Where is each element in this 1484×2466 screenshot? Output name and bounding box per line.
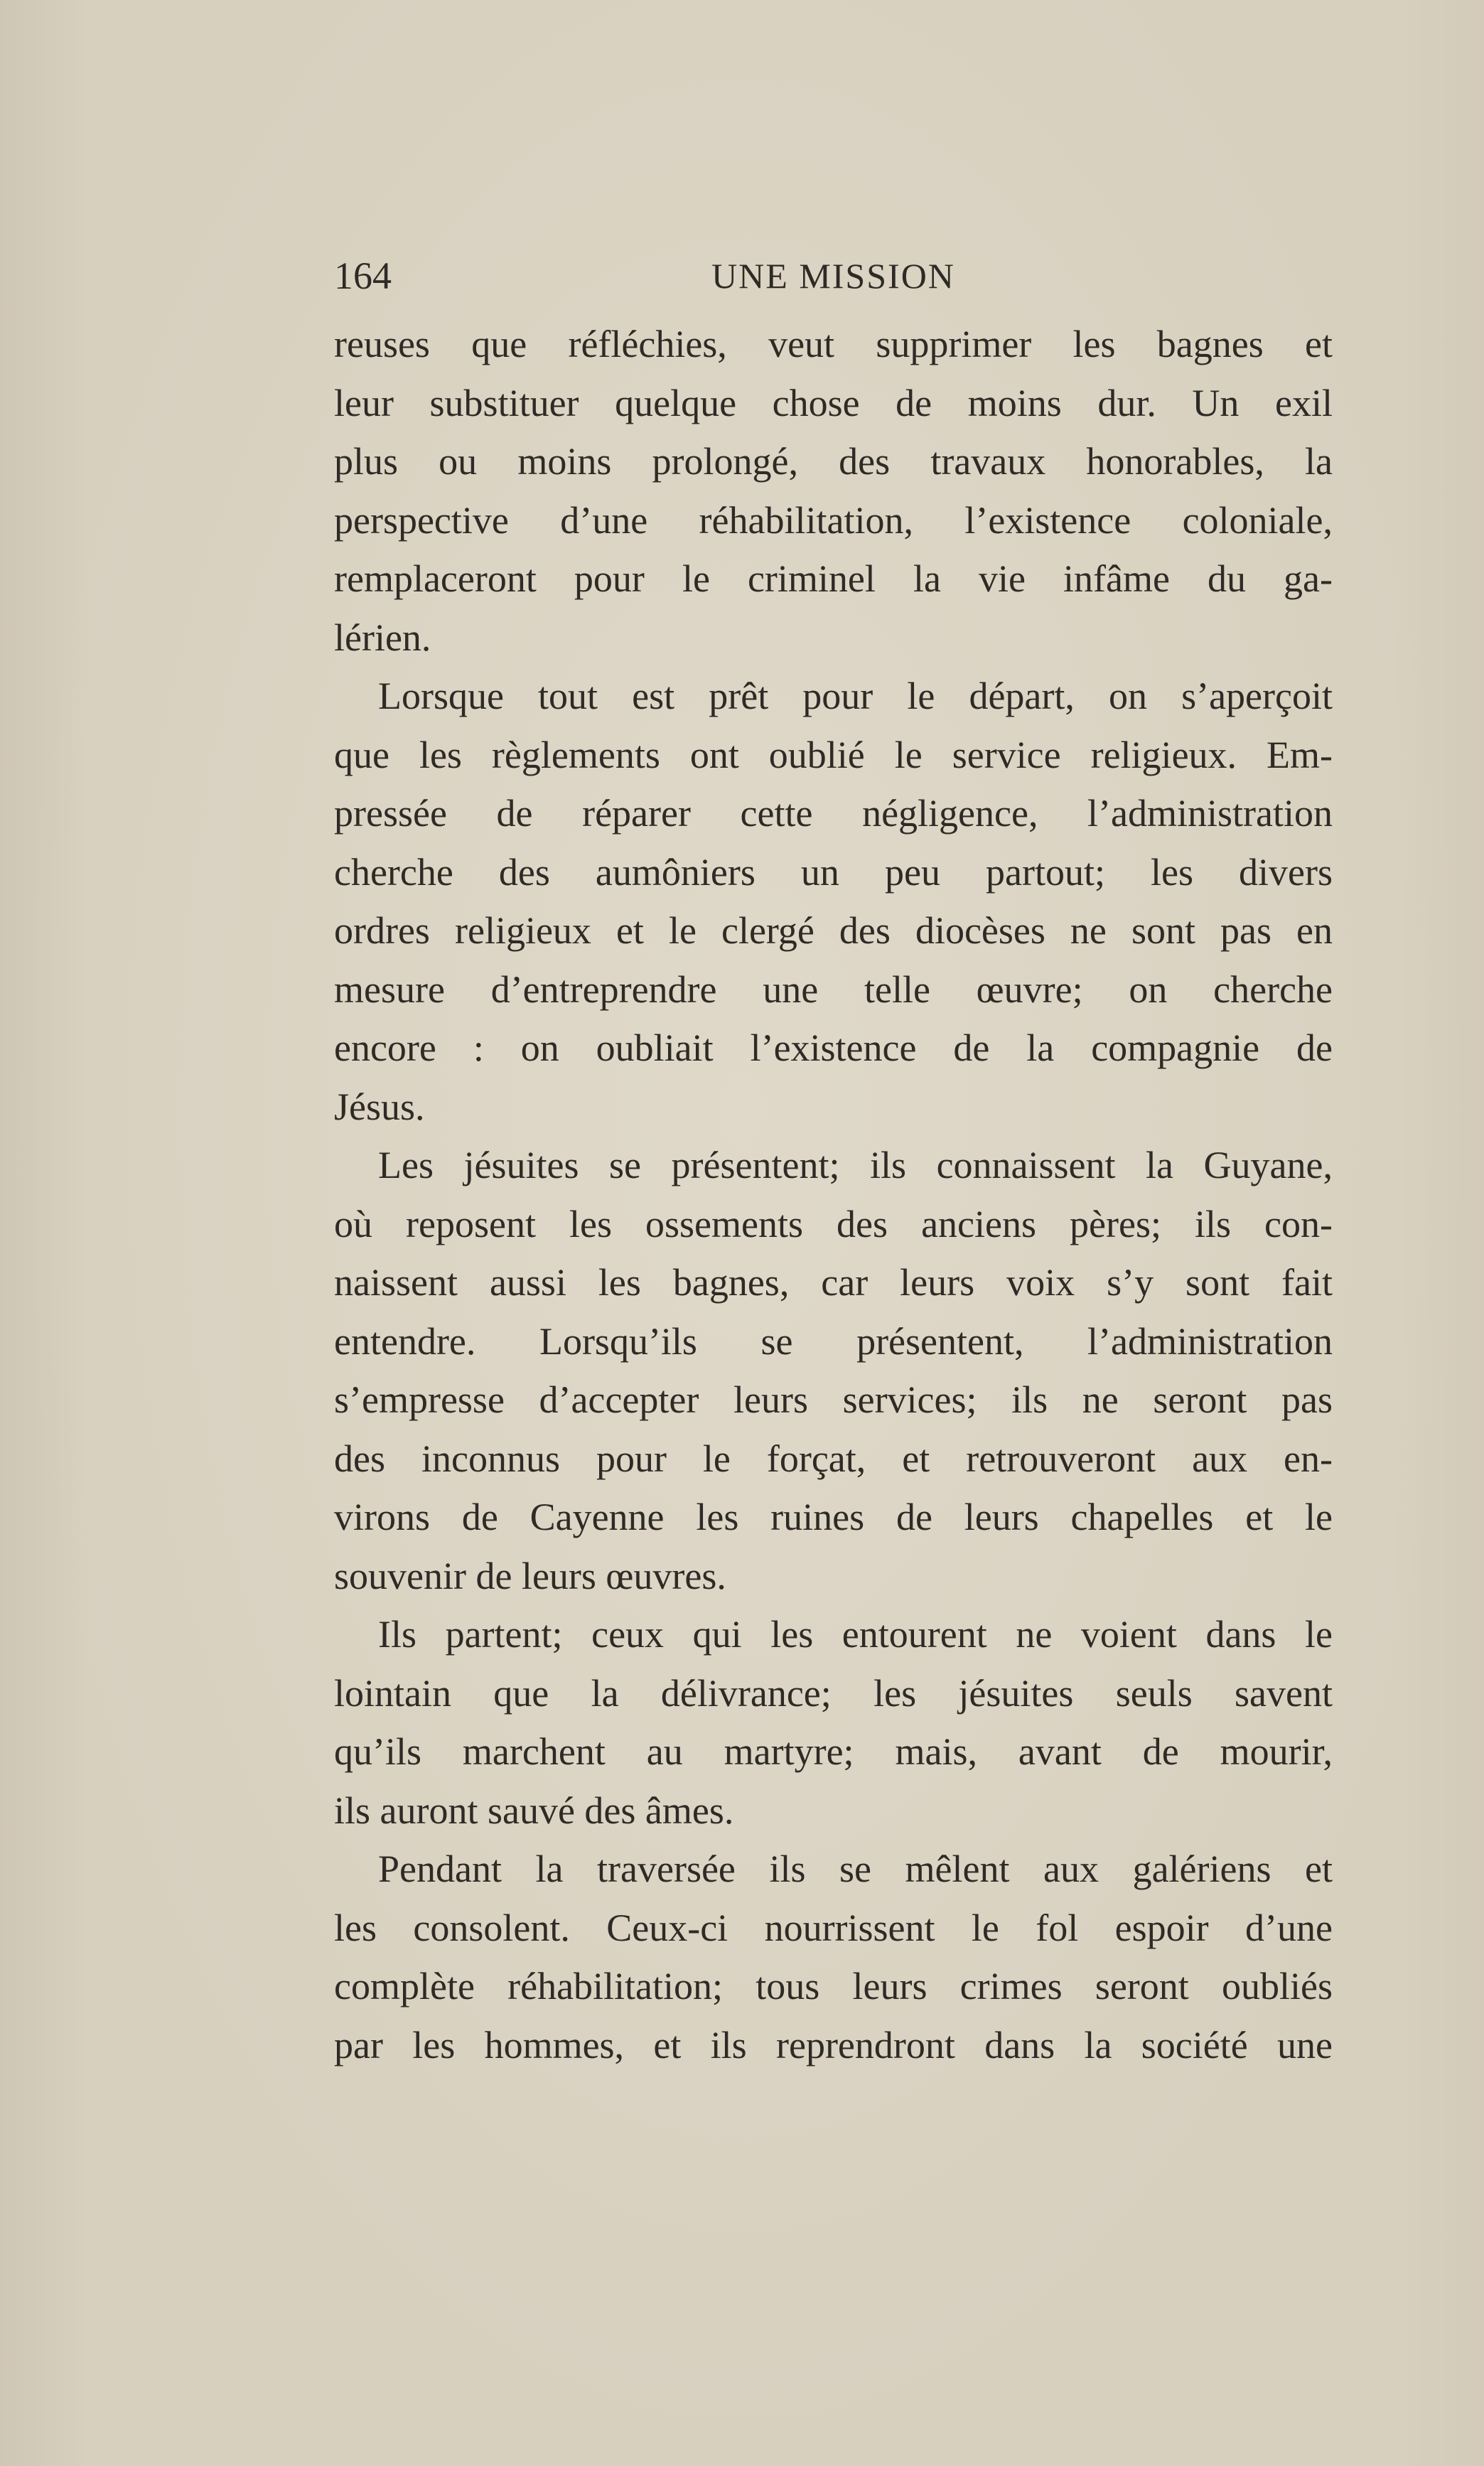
paragraph-4 xyxy=(334,1605,1333,1840)
text-line: complète réhabilitation; tous leurs crimes seront oubliés xyxy=(334,1965,1333,2007)
text-line: leur substituer quelque chose de moins dur. Un exil xyxy=(334,381,1333,424)
text-line: naissent aussi les bagnes, car leurs voix s’y sont fait xyxy=(334,1261,1333,1304)
body-text xyxy=(334,315,1333,2074)
text-line: s’empresse d’accepter leurs services; ils ne seront pas xyxy=(334,1378,1333,1421)
text-line: remplaceront pour le criminel la vie infâme du ga- xyxy=(334,557,1333,600)
text-line: lointain que la délivrance; les jésuites seuls savent xyxy=(334,1671,1333,1715)
paragraph-1 xyxy=(334,315,1333,667)
text-line: des inconnus pour le forçat, et retrouveront aux en- xyxy=(334,1437,1333,1480)
text-line: encore : on oubliait l’existence de la compagnie de xyxy=(334,1026,1333,1069)
text-line: que les règlements ont oublié le service religieux. Em- xyxy=(334,733,1333,776)
page-header xyxy=(334,251,1333,301)
text-line: lérien. xyxy=(334,616,431,659)
text-line: mesure d’entreprendre une telle œuvre; on cherche xyxy=(334,967,1333,1011)
text-line: cherche des aumôniers un peu partout; les divers xyxy=(334,850,1333,894)
text-line: les consolent. Ceux-ci nourrissent le fol espoir d’une xyxy=(334,1906,1333,1949)
text-line: Les jésuites se présentent; ils connaissent la Guyane, xyxy=(378,1144,1333,1186)
paragraph-3 xyxy=(334,1136,1333,1605)
text-line: virons de Cayenne les ruines de leurs chapelles et le xyxy=(334,1496,1333,1538)
text-line: par les hommes, et ils reprendront dans la société une xyxy=(334,2023,1333,2066)
text-line: souvenir de leurs œuvres. xyxy=(334,1554,726,1597)
text-line: où reposent les ossements des anciens pères; ils con- xyxy=(334,1202,1333,1245)
paragraph-2 xyxy=(334,667,1333,1136)
text-line: Jésus. xyxy=(334,1085,425,1128)
text-line: pressée de réparer cette négligence, l’administration xyxy=(334,792,1333,835)
text-line: ordres religieux et le clergé des diocèses ne sont pas en xyxy=(334,909,1333,952)
text-line: perspective d’une réhabilitation, l’existence coloniale, xyxy=(334,498,1333,542)
running-title: UNE MISSION xyxy=(711,256,955,296)
text-line: ils auront sauvé des âmes. xyxy=(334,1789,734,1832)
text-line: plus ou moins prolongé, des travaux honorables, la xyxy=(334,440,1333,483)
page-number: 164 xyxy=(334,254,392,297)
text-line: entendre. Lorsqu’ils se présentent, l’administration xyxy=(334,1319,1333,1363)
text-line: reuses que réfléchies, veut supprimer les bagnes et xyxy=(334,323,1333,365)
text-line: Pendant la traversée ils se mêlent aux galériens et xyxy=(378,1848,1333,1890)
text-line: Ils partent; ceux qui les entourent ne voient dans le xyxy=(378,1613,1333,1656)
text-line: Lorsque tout est prêt pour le départ, on s’aperçoit xyxy=(378,675,1333,717)
text-line: qu’ils marchent au martyre; mais, avant de mourir, xyxy=(334,1730,1333,1773)
paragraph-5 xyxy=(334,1840,1333,2074)
